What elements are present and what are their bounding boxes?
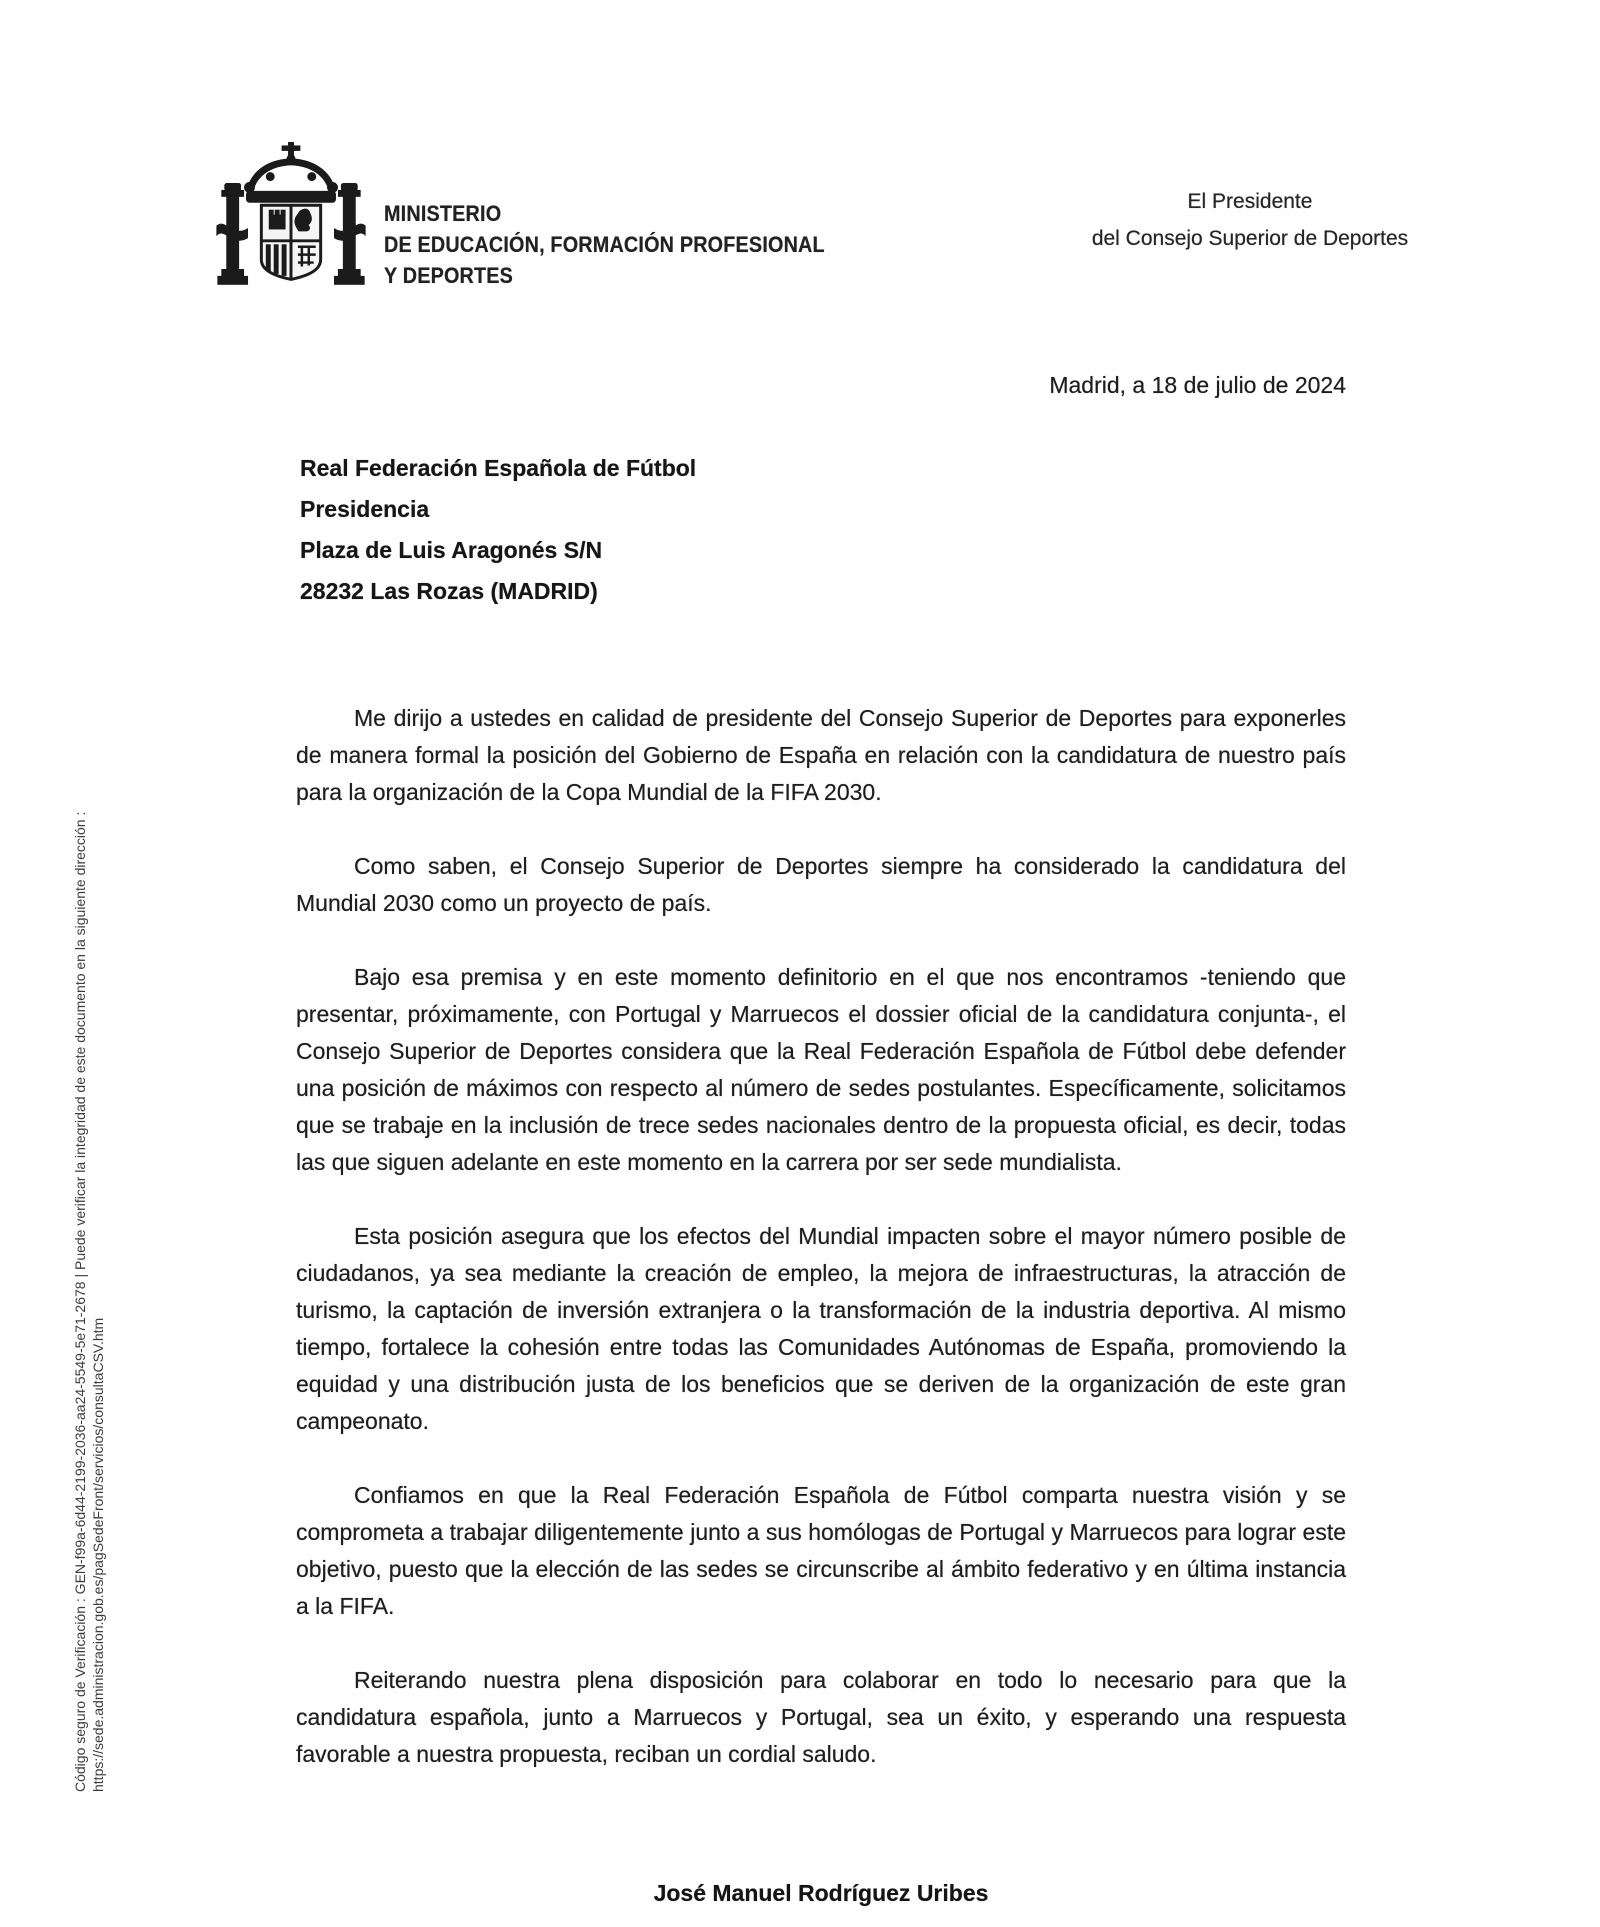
recipient-street: Plaza de Luis Aragonés S/N xyxy=(300,537,603,563)
recipient-name: Real Federación Española de Fútbol xyxy=(300,455,697,481)
paragraph-6: Reiterando nuestra plena disposición para colaborar en todo lo necesario para que la candidatura española, junto a Marruecos y Portugal, sea un éxito, y esperando una respuesta favorable a nuestra propuesta, reciban un cordial saludo. xyxy=(296,1667,1346,1767)
paragraph-3: Bajo esa premisa y en este momento definitorio en el que nos encontramos -teniendo que presentar, próximamente, con Portugal y Marruecos el dossier oficial de la candidatura conjunta-, el Consejo Superior de Deportes considera que la Real Federación Española de Fútbol debe defender una posición de máximos con respecto al número de sedes postulantes. Específicamente, solicitamos que se trabaje en la inclusión de trece sedes nacionales dentro de la propuesta oficial, es decir, todas las que siguen adelante en este momento en la carrera por ser sede mundialista. xyxy=(296,964,1346,1175)
dateline: Madrid, a 18 de julio de 2024 xyxy=(1049,372,1346,398)
paragraph-1: Me dirijo a ustedes en calidad de presidente del Consejo Superior de Deportes para exponerles de manera formal la posición del Gobierno de España en relación con la candidatura de nuestro país para la organización de la Copa Mundial de la FIFA 2030. xyxy=(296,705,1346,805)
sender-organization: del Consejo Superior de Deportes xyxy=(1091,227,1409,250)
ministry-line-3: Y DEPORTES xyxy=(384,263,514,288)
recipient-department: Presidencia xyxy=(300,496,430,522)
ministry-letterhead xyxy=(384,198,825,291)
sender-title: El Presidente xyxy=(1187,190,1313,213)
verification-code-line: Código seguro de Verificación : GEN-f99a-6d44-2199-2036-aa24-5549-5e71-2678 | Puede verificar la integridad de este documento en la siguiente dirección : xyxy=(72,811,88,1792)
ministry-line-2: DE EDUCACIÓN, FORMACIÓN PROFESIONAL xyxy=(384,232,825,257)
paragraph-5: Confiamos en que la Real Federación Española de Fútbol comparta nuestra visión y se comprometa a trabajar diligentemente junto a sus homólogas de Portugal y Marruecos para lograr este objetivo, puesto que la elección de las sedes se circunscribe al ámbito federativo y en última instancia a la FIFA. xyxy=(296,1482,1346,1619)
paragraph-4: Esta posición asegura que los efectos del Mundial impacten sobre el mayor número posible de ciudadanos, ya sea mediante la creación de empleo, la mejora de infraestructuras, la atracción de turismo, la captación de inversión extranjera o la transformación de la industria deportiva. Al mismo tiempo, fortalece la cohesión entre todas las Comunidades Autónomas de España, promoviendo la equidad y una distribución justa de los beneficios que se deriven de la organización de este gran campeonato. xyxy=(296,1223,1346,1434)
verification-sidebar xyxy=(72,682,107,1792)
letter-body xyxy=(296,700,1346,1810)
paragraph-2: Como saben, el Consejo Superior de Deportes siempre ha considerado la candidatura del Mundial 2030 como un proyecto de país. xyxy=(296,853,1346,916)
recipient-city: 28232 Las Rozas (MADRID) xyxy=(300,578,598,604)
sender-title-block xyxy=(1040,190,1460,251)
recipient-address-block xyxy=(300,448,696,612)
signature-name: José Manuel Rodríguez Uribes xyxy=(653,1880,989,1906)
ministry-line-1: MINISTERIO xyxy=(384,201,502,226)
verification-url-line: https://sede.administracion.gob.es/pagSedeFront/servicios/consultaCSV.htm xyxy=(89,1317,106,1792)
spain-coat-of-arms-icon xyxy=(216,142,366,310)
